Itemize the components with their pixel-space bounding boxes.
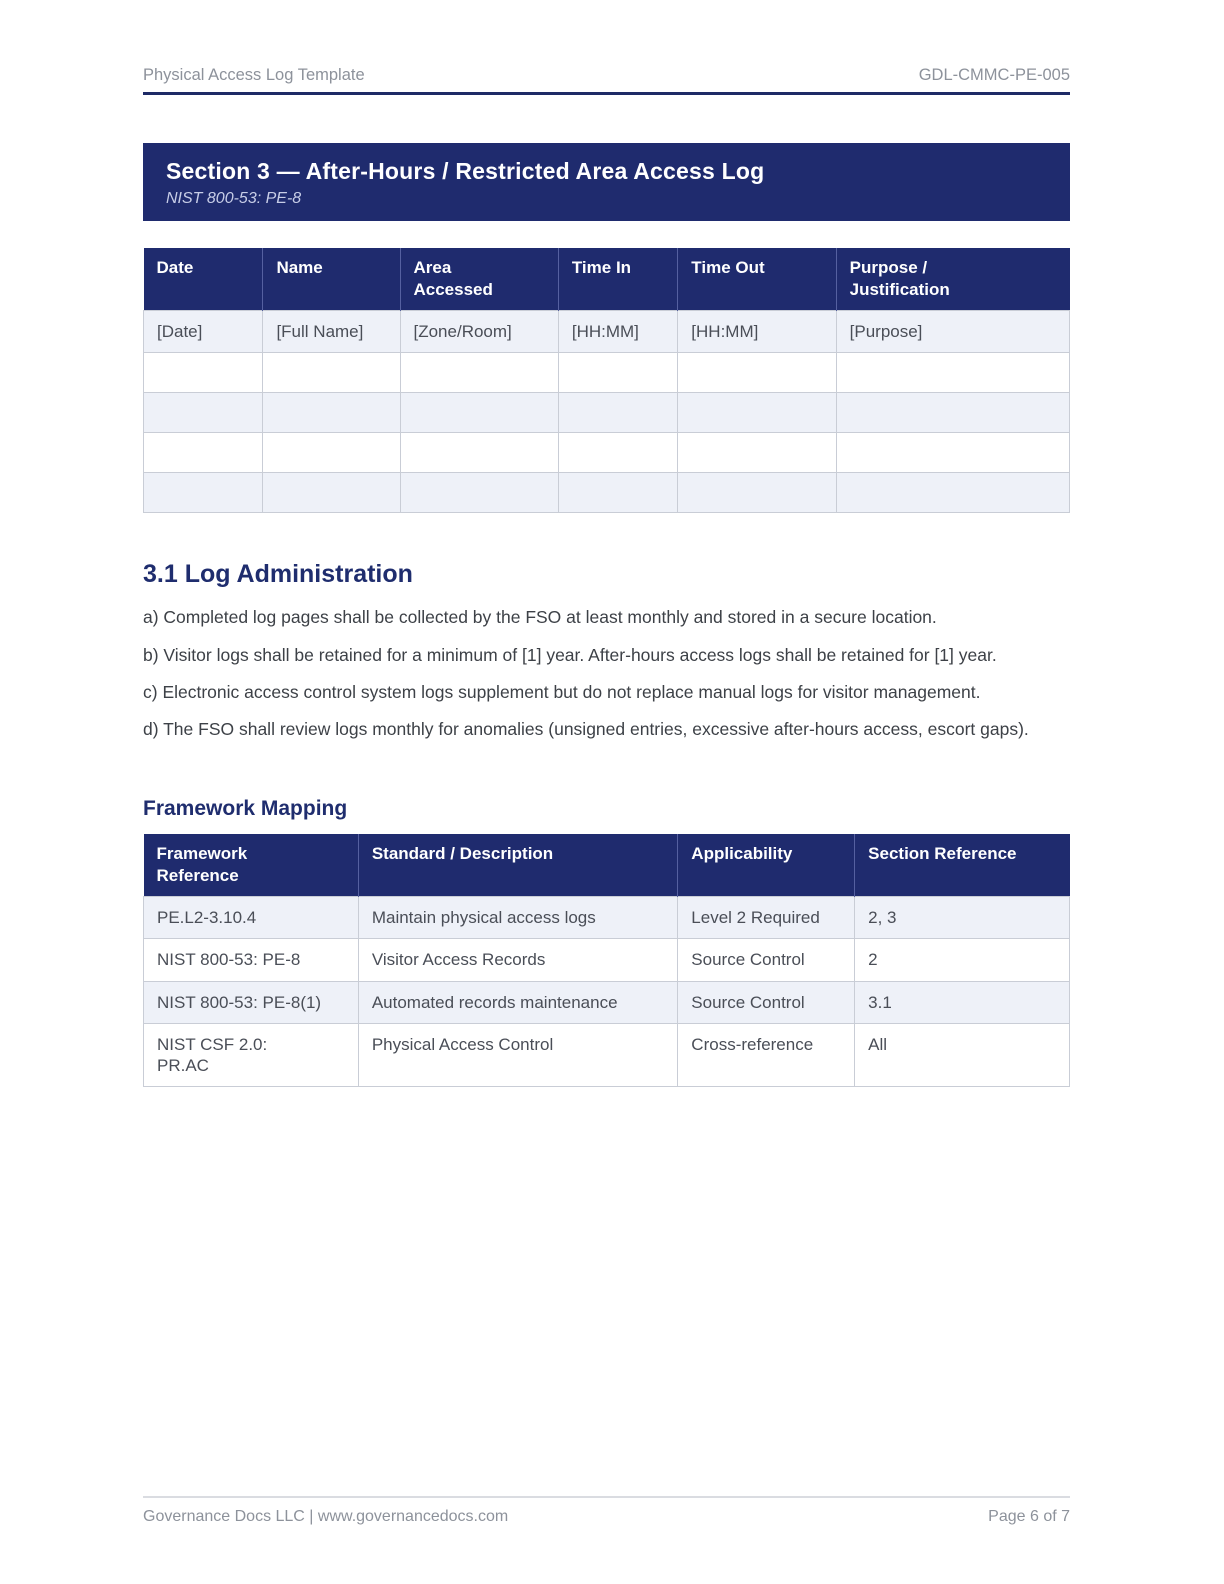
cell-standard: Visitor Access Records [358,939,677,981]
cell-time-out-placeholder: [HH:MM] [678,311,836,353]
column-header-standard-description: Standard / Description [358,834,677,897]
column-header-applicability: Applicability [678,834,855,897]
empty-log-row [144,473,1070,513]
cell-framework-ref: NIST CSF 2.0: PR.AC [144,1023,359,1087]
column-header-section-reference: Section Reference [855,834,1070,897]
cell-framework-ref: PE.L2-3.10.4 [144,897,359,939]
cell-section-ref: 3.1 [855,981,1070,1023]
page-header [143,66,1070,95]
cell-standard: Automated records maintenance [358,981,677,1023]
log-admin-item-b: b) Visitor logs shall be retained for a minimum of [1] year. After-hours access logs shall be retained for [1] year. [143,644,997,665]
cell-applicability: Level 2 Required [678,897,855,939]
framework-mapping-heading: Framework Mapping [143,797,348,820]
placeholder-row [144,311,1070,353]
log-admin-item-d: d) The FSO shall review logs monthly for anomalies (unsigned entries, excessive after-hours access, escort gaps). [143,718,1029,739]
log-admin-item-c: c) Electronic access control system logs supplement but do not replace manual logs for visitor management. [143,681,981,702]
document-title: Physical Access Log Template [143,66,365,84]
column-header-time-in: Time In [558,248,677,311]
column-header-purpose: Purpose / Justification [836,248,1069,311]
section-subtitle: NIST 800-53: PE-8 [166,190,302,207]
footer-page-number: Page 6 of 7 [988,1508,1070,1525]
cell-purpose-placeholder: [Purpose] [836,311,1069,353]
page-footer [143,1496,1070,1526]
column-header-name: Name [263,248,400,311]
log-administration-heading: 3.1 Log Administration [143,560,413,589]
empty-log-row [144,393,1070,433]
section-banner [143,143,1070,221]
empty-log-row [144,433,1070,473]
column-header-date: Date [144,248,263,311]
mapping-row [144,897,1070,939]
cell-section-ref: 2 [855,939,1070,981]
framework-mapping-table [143,834,1070,1087]
cell-applicability: Source Control [678,981,855,1023]
cell-section-ref: All [855,1023,1070,1087]
section-title: Section 3 — After-Hours / Restricted Area Access Log [166,158,765,184]
access-log-table-header [144,248,1070,311]
cell-area-placeholder: [Zone/Room] [400,311,558,353]
page-body [143,143,1070,1087]
cell-applicability: Cross-reference [678,1023,855,1087]
mapping-row [144,981,1070,1023]
cell-applicability: Source Control [678,939,855,981]
cell-section-ref: 2, 3 [855,897,1070,939]
column-header-time-out: Time Out [678,248,836,311]
cell-standard: Physical Access Control [358,1023,677,1087]
cell-date-placeholder: [Date] [144,311,263,353]
log-admin-item-a: a) Completed log pages shall be collected by the FSO at least monthly and stored in a secure location. [143,607,937,628]
cell-name-placeholder: [Full Name] [263,311,400,353]
empty-log-row [144,353,1070,393]
footer-company: Governance Docs LLC | www.governancedocs.com [143,1508,509,1525]
mapping-row [144,1023,1070,1087]
framework-mapping-table-header [144,834,1070,897]
cell-framework-ref: NIST 800-53: PE-8(1) [144,981,359,1023]
cell-standard: Maintain physical access logs [358,897,677,939]
cell-time-in-placeholder: [HH:MM] [558,311,677,353]
column-header-area-accessed: Area Accessed [400,248,558,311]
cell-framework-ref: NIST 800-53: PE-8 [144,939,359,981]
column-header-framework-reference: Framework Reference [144,834,359,897]
document-id: GDL-CMMC-PE-005 [918,66,1070,84]
access-log-table [143,248,1070,513]
mapping-row [144,939,1070,981]
